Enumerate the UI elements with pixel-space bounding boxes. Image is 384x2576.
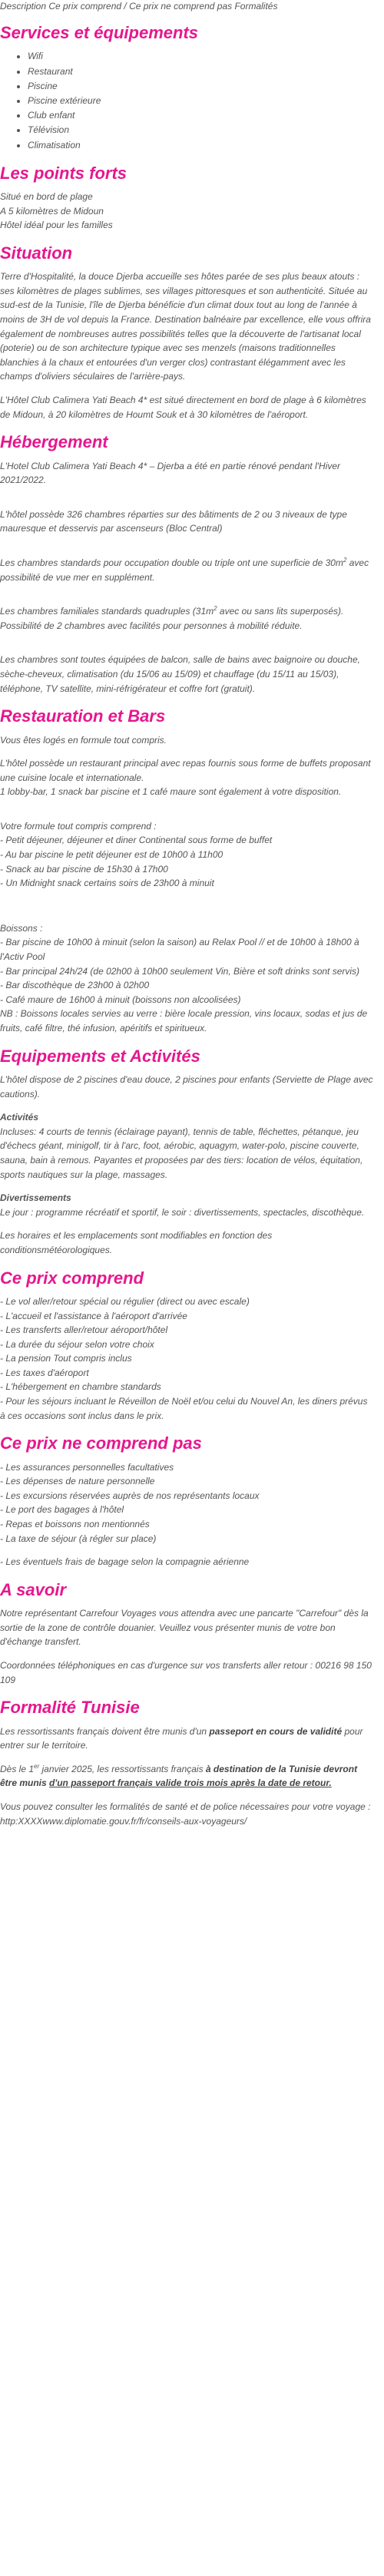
activites-title: Activités: [0, 1112, 39, 1123]
list-item: • Wifi: [28, 49, 373, 64]
situation-paragraph: L'Hôtel Club Calimera Yati Beach 4* est situé directement en bord de plage à 6 kilomètres de Midoun, à 20 kilomètres de Houmt Souk et à 30 kilomètres de l'aéroport.: [0, 395, 366, 420]
equipements-title: Equipements et Activités: [0, 1046, 200, 1066]
restauration-paragraph: Vous êtes logés en formule tout compris.: [0, 734, 167, 746]
list-item: - Les assurances personnelles facultatives: [0, 1461, 174, 1473]
boissons-block: [0, 921, 373, 1036]
list-item: - La taxe de séjour (à régler sur place): [0, 1533, 157, 1544]
list-item: A 5 kilomètres de Midoun: [0, 205, 104, 217]
formalite-paragraph: Dès le 1er janvier 2025, les ressortissants français à destination de la Tunisie devront être munis d'un passeport français valide trois mois après la date de retour.: [0, 1762, 358, 1789]
list-item: - Les excursions réservées auprès de nos représentants locaux: [0, 1490, 260, 1501]
divertissements-title: Divertissements: [0, 1192, 71, 1204]
list-item: - Le vol aller/retour spécial ou régulier (direct ou avec escale): [0, 1295, 250, 1307]
formalite-title: Formalité Tunisie: [0, 1698, 140, 1718]
formalite-paragraph: Les ressortissants français doivent être munis d'un passeport en cours de validité pour entrer sur le territoire.: [0, 1725, 363, 1751]
list-item: • Restaurant: [28, 64, 373, 79]
points-forts-title: Les points forts: [0, 163, 127, 183]
restauration-title: Restauration et Bars: [0, 706, 166, 726]
list-item: Situé en bord de plage: [0, 191, 93, 203]
list-item: • Télévision: [28, 123, 373, 137]
equipements-paragraph: Les horaires et les emplacements sont modifiables en fonction des conditionsmétéorologiques.: [0, 1230, 273, 1255]
list-item: - Au bar piscine le petit déjeuner est de 10h00 à 11h00: [0, 849, 223, 861]
situation-paragraph: Terre d'Hospitalité, la douce Djerba accueille ses hôtes parée de ses plus beaux atouts : ses kilomètres de plages sublimes, ses villages pittoresques et son authenticité. Située au sud-est de la Tunisie, l'île de Djerba bénéficie d'un climat doux tout au long de l'année à moins de 3H de vol depuis la France. Destination balnéaire par excellence, elle vous offrira également de nombreuses autres possibilités telles que la découverte de l'artisanat local (poterie) ou de son architecture typique avec ses menzels (maisons traditionnelles blanchies à la chaux et entourées d'un verger clos) contrastant élégamment avec les champs d'oliviers séculaires de l'arrière-pays.: [0, 271, 371, 382]
list-item: - Les taxes d'aéroport: [0, 1367, 89, 1378]
list-item: - Bar piscine de 10h00 à minuit (selon la saison) au Relax Pool // et de 10h00 à 18h00 à l'Activ Pool: [0, 937, 359, 963]
ne-comprend-title: Ce prix ne comprend pas: [0, 1433, 202, 1453]
hebergement-title: Hébergement: [0, 432, 108, 452]
list-item: - Bar discothèque de 23h00 à 02h00: [0, 980, 150, 991]
hebergement-paragraph: Les chambres sont toutes équipées de balcon, salle de bains avec baignoire ou douche, sèche-cheveux, climatisation (du 15/06 au 15/09) et chauffage (du 15/11 au 15/03), téléphone, TV satellite, mini-réfrigérateur et coffre fort (gratuit).: [0, 654, 360, 694]
tout-compris-title: Votre formule tout compris comprend :: [0, 820, 157, 832]
list-item: - L'accueil et l'assistance à l'aéroport d'arrivée: [0, 1310, 187, 1321]
list-item: • Climatisation: [28, 138, 373, 153]
tout-compris-block: [0, 819, 373, 891]
list-item: - Café maure de 16h00 à minuit (boissons non alcoolisées): [0, 994, 241, 1005]
list-item: - Un Midnight snack certains soirs de 23h00 à minuit: [0, 878, 214, 889]
list-item: NB : Boissons locales servies au verre : bière locale pression, vins locaux, sodas et jus de fruits, café filtre, thé infusion, apéritifs et spiritueux.: [0, 1008, 368, 1034]
hebergement-paragraph: Les chambres familiales standards quadruples ($31m^2$ avec ou sans lits superposés). Possibilité de 2 chambres avec facilités pour personnes à mobilité réduite.: [0, 605, 344, 631]
savoir-paragraph: Coordonnées téléphoniques en cas d'urgence sur vos transferts aller retour : 00216 98 150 109: [0, 1659, 372, 1685]
hebergement-paragraph: Les chambres standards pour occupation double ou triple ont une superficie de $30m^2$ avec possibilité de vue mer en supplément.: [0, 556, 369, 583]
hebergement-paragraph: L'Hotel Club Calimera Yati Beach 4* – Djerba a été en partie rénové pendant l'Hiver 2021/2022.: [0, 460, 341, 486]
list-item: - Les éventuels frais de bagage selon la compagnie aérienne: [0, 1556, 250, 1568]
comprend-title: Ce prix comprend: [0, 1268, 144, 1288]
list-item: - La durée du séjour selon votre choix: [0, 1338, 154, 1350]
boissons-title: Boissons :: [0, 922, 43, 934]
divertissements-paragraph: Le jour : programme récréatif et sportif, le soir : divertissements, spectacles, discothèque.: [0, 1206, 365, 1218]
restauration-paragraph: 1 lobby-bar, 1 snack bar piscine et 1 café maure sont également à votre disposition.: [0, 786, 342, 798]
list-item: - Petit déjeuner, déjeuner et diner Continental sous forme de buffet: [0, 835, 273, 846]
activites-paragraph: Incluses: 4 courts de tennis (éclairage payant), tennis de table, fléchettes, pétanque, jeu d'échecs géant, minigolf, tir à l'arc, foot, aérobic, aquagym, water-polo, piscine couverte, sauna, bain à remous. Payantes et proposées par des tiers: location de vélos, équitation, sports nautiques sur la plage, massages.: [0, 1126, 363, 1180]
services-list: [0, 49, 373, 152]
list-item: - Les transferts aller/retour aéroport/hôtel: [0, 1324, 168, 1336]
ne-comprend-list: [0, 1460, 373, 1546]
hebergement-paragraph: L'hôtel possède 326 chambres réparties sur des bâtiments de 2 ou 3 niveaux de type mauresque et desservis par ascenseurs (Bloc Central): [0, 508, 347, 534]
breadcrumb: Description Ce prix comprend / Ce prix ne comprend pas Formalités: [0, 1, 278, 12]
list-item: - L'hébergement en chambre standards: [0, 1381, 161, 1393]
list-item: • Piscine: [28, 79, 373, 94]
list-item: - Repas et boissons non mentionnés: [0, 1519, 150, 1530]
list-item: - Bar principal 24h/24 (de 02h00 à 10h00 seulement Vin, Bière et soft drinks sont servis): [0, 965, 360, 977]
list-item: - Les dépenses de nature personnelle: [0, 1476, 155, 1487]
formalite-paragraph: Vous pouvez consulter les formalités de santé et de police nécessaires pour votre voyage : http:XXXXwww.diplomatie.gouv.fr/fr/conseils-aux-voyageurs/: [0, 1801, 371, 1827]
list-item: Hôtel idéal pour les familles: [0, 220, 113, 231]
list-item: - Snack au bar piscine de 15h30 à 17h00: [0, 863, 168, 875]
situation-title: Situation: [0, 243, 73, 263]
list-item: • Piscine extérieure: [28, 94, 373, 108]
list-item: • Club enfant: [28, 108, 373, 123]
points-forts-list: [0, 190, 373, 233]
list-item: - La pension Tout compris inclus: [0, 1353, 132, 1364]
restauration-paragraph: L'hôtel possède un restaurant principal avec repas fournis sous forme de buffets proposant une cuisine locale et internationale.: [0, 758, 371, 783]
list-item: - Le port des bagages à l'hôtel: [0, 1504, 124, 1516]
list-item: - Pour les séjours incluant le Réveillon de Noël et/ou celui du Nouvel An, les diners prévus à ces occasions sont inclus dans le prix.: [0, 1396, 368, 1421]
services-title: Services et équipements: [0, 23, 199, 42]
comprend-list: [0, 1295, 373, 1423]
savoir-title: A savoir: [0, 1579, 67, 1599]
equipements-paragraph: L'hôtel dispose de 2 piscines d'eau douce, 2 piscines pour enfants (Serviette de Plage avec cautions).: [0, 1074, 373, 1100]
savoir-paragraph: Notre représentant Carrefour Voyages vous attendra avec une pancarte "Carrefour" dès la sortie de la zone de contrôle douanier. Veuillez vous présenter munis de votre bon d'échange transfert.: [0, 1608, 369, 1648]
